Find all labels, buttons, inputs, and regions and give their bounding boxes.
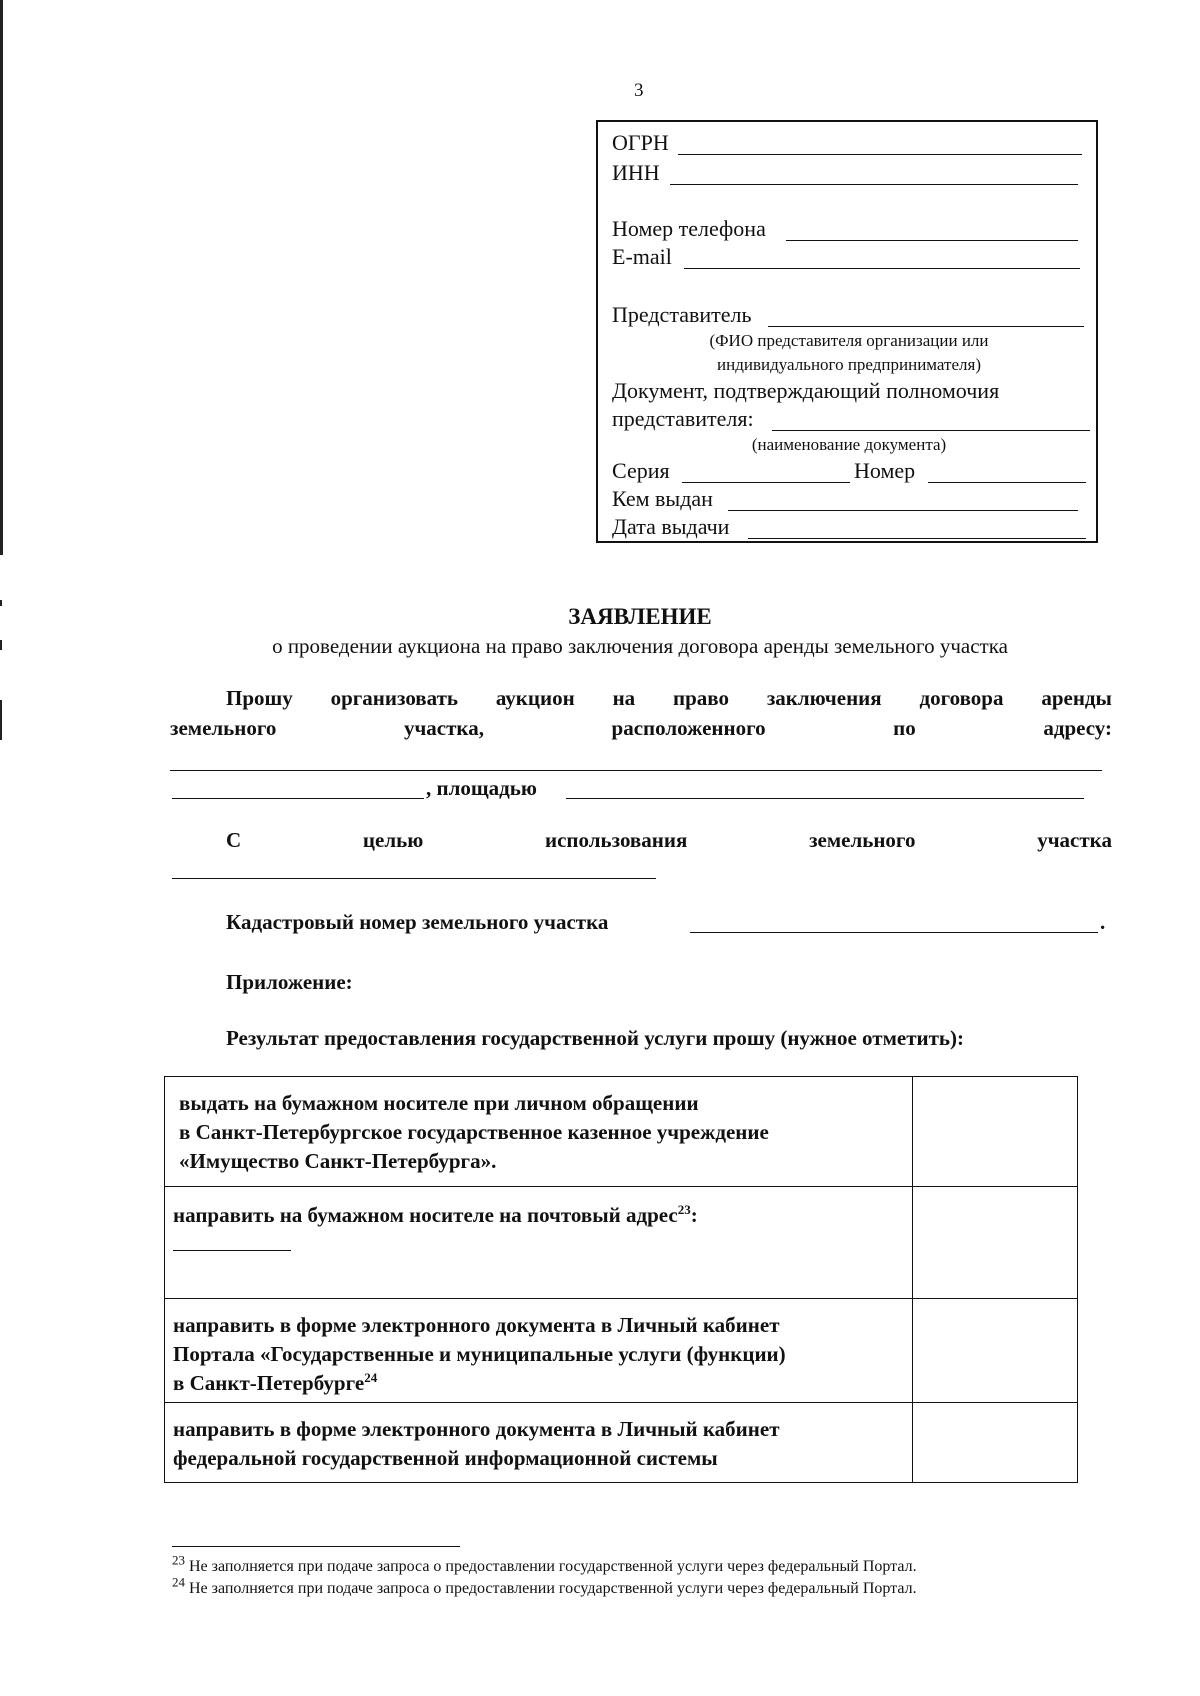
- postal-address-field[interactable]: [173, 1230, 291, 1251]
- result-option-checkbox[interactable]: [913, 1187, 1078, 1299]
- scan-edge-mark: [0, 0, 3, 555]
- purpose-line: С целью использования земельного участка: [226, 828, 1112, 852]
- result-option-in-person: выдать на бумажном носителе при личном обращении в Санкт-Петербургское государственное казенное учреждение «Имущество Санкт-Петербурга».: [165, 1077, 913, 1187]
- issue-date-label: Дата выдачи: [612, 514, 730, 539]
- email-field[interactable]: [684, 268, 1080, 269]
- scan-edge-mark: [0, 700, 2, 740]
- result-option-postal: направить на бумажном носителе на почтовый адрес$^{23}$:: [165, 1187, 913, 1299]
- result-option-regional-portal: направить в форме электронного документа в Личный кабинет Портала «Государственные и муниципальные услуги (функции) в Санкт-Петербурге$^{24}$: [165, 1299, 913, 1403]
- authority-document-label: Документ, подтверждающий полномочия: [612, 378, 1000, 403]
- ogrn-label: ОГРН: [612, 130, 669, 155]
- ogrn-field[interactable]: [678, 154, 1082, 155]
- number-label: Номер: [854, 458, 916, 483]
- phone-field[interactable]: [786, 240, 1078, 241]
- result-option-federal-system: направить в форме электронного документа в Личный кабинет федеральной государственной информационной системы: [165, 1403, 913, 1483]
- cadastral-number-field[interactable]: [690, 932, 1098, 933]
- cadastral-number-label: Кадастровый номер земельного участка: [226, 910, 609, 934]
- representative-hint: индивидуального предпринимателя): [717, 355, 981, 374]
- footnote: $^{23}$ Не заполняется при подаче запроса о предоставлении государственной услуги через федеральный Портал.: [172, 1552, 917, 1575]
- result-option-checkbox[interactable]: [913, 1299, 1078, 1403]
- page-number: 3: [634, 80, 644, 101]
- footnote: $^{24}$ Не заполняется при подаче запроса о предоставлении государственной услуги через федеральный Портал.: [172, 1574, 917, 1597]
- result-option-checkbox[interactable]: [913, 1077, 1078, 1187]
- authority-document-hint: (наименование документа): [751, 435, 947, 454]
- result-option-row: [165, 1187, 1078, 1299]
- purpose-field[interactable]: [172, 878, 656, 879]
- email-label: E-mail: [612, 244, 672, 269]
- result-option-checkbox[interactable]: [913, 1403, 1078, 1483]
- authority-document-field[interactable]: [772, 430, 1090, 431]
- representative-field[interactable]: [768, 326, 1084, 327]
- inn-field[interactable]: [670, 184, 1078, 185]
- representative-label: Представитель: [612, 302, 752, 327]
- document-title: ЗАЯВЛЕНИЕ: [568, 604, 712, 629]
- cadastral-end: .: [1100, 910, 1106, 934]
- authority-document-label: представителя:: [612, 406, 754, 431]
- issue-date-field[interactable]: [748, 538, 1086, 539]
- representative-hint: (ФИО представителя организации или: [709, 331, 989, 350]
- issued-by-field[interactable]: [728, 510, 1078, 511]
- applicant-details-box: [596, 120, 1098, 543]
- series-label: Серия: [612, 458, 670, 483]
- area-label: , площадью: [426, 776, 537, 800]
- inn-label: ИНН: [612, 160, 660, 185]
- request-line: земельного участка, расположенного по адресу:: [170, 716, 1112, 740]
- number-field[interactable]: [928, 482, 1086, 483]
- phone-label: Номер телефона: [612, 216, 766, 241]
- result-heading: Результат предоставления государственной услуги прошу (нужное отметить):: [226, 1026, 965, 1050]
- footnote-separator: [172, 1546, 460, 1547]
- address-field-continued[interactable]: [172, 798, 424, 799]
- series-field[interactable]: [682, 482, 850, 483]
- issued-by-label: Кем выдан: [612, 486, 713, 511]
- document-subtitle: о проведении аукциона на право заключения договора аренды земельного участка: [272, 634, 1008, 658]
- area-field[interactable]: [566, 798, 1084, 799]
- request-line: Прошу организовать аукцион на право заключения договора аренды: [226, 686, 1112, 710]
- appendix-label: Приложение:: [226, 970, 353, 994]
- result-option-row: [165, 1299, 1078, 1403]
- result-option-row: [165, 1403, 1078, 1483]
- result-option-row: [165, 1077, 1078, 1187]
- result-options-table: [164, 1076, 1078, 1483]
- address-field[interactable]: [170, 770, 1102, 771]
